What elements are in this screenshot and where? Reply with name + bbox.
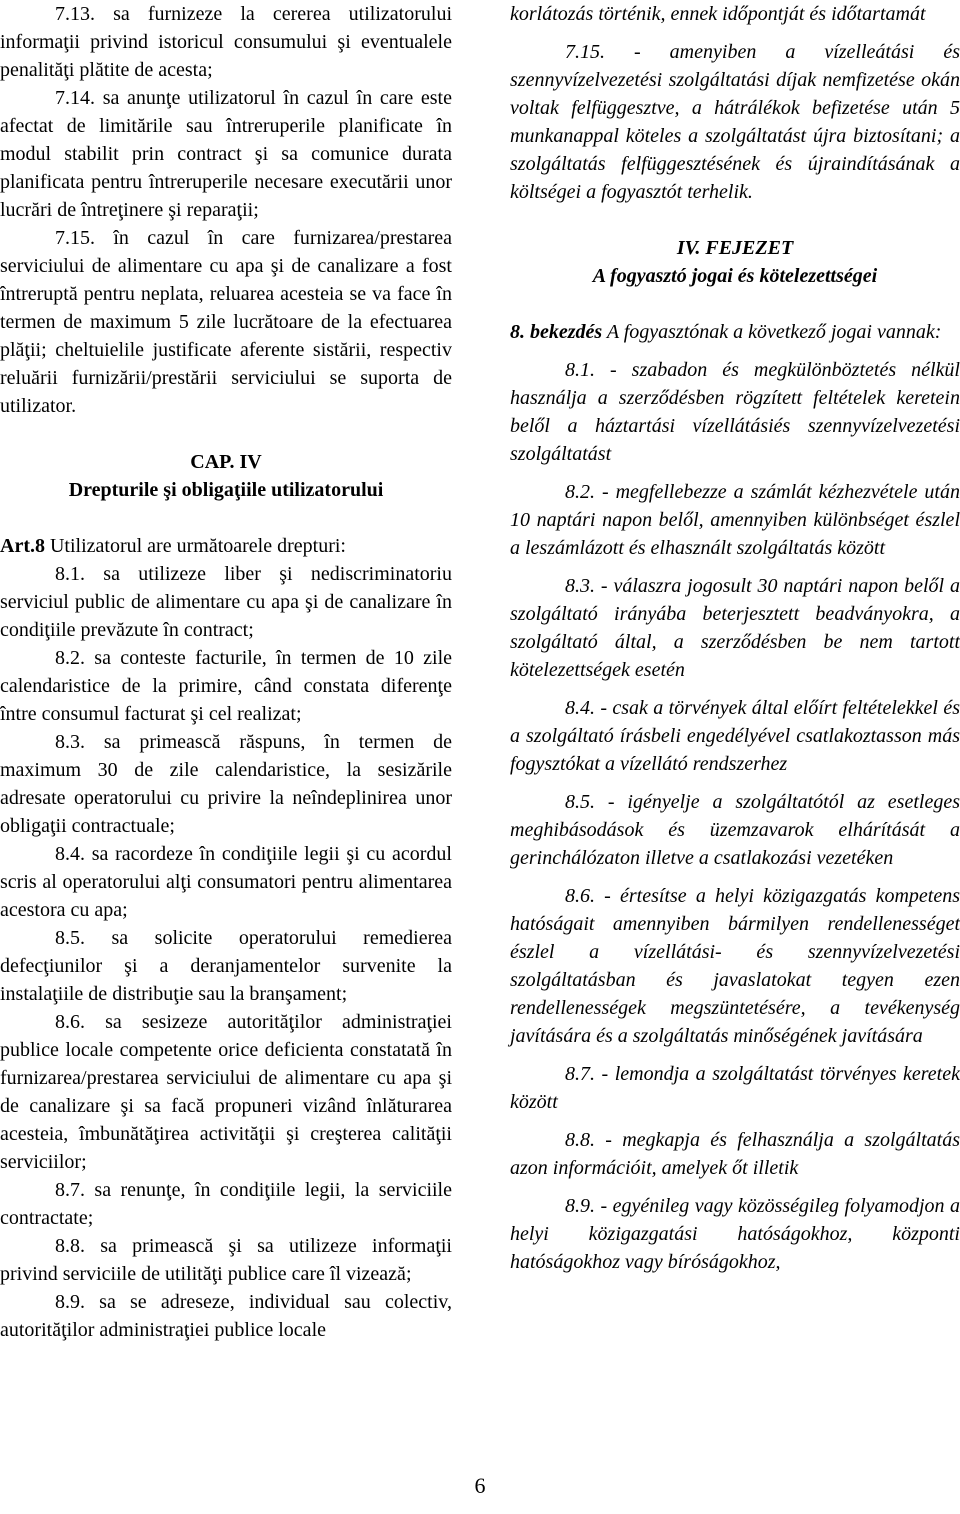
chapter-label: CAP. IV [190, 451, 262, 473]
article-label: Art.8 [0, 535, 45, 557]
paragraph-8-1: 8.1. sa utilizeze liber şi nediscriminatoriu serviciul public de alimentare cu apa şi de canalizare în condiţiile prevăzute în contract; [0, 563, 452, 641]
paragraph-8-8-hu: 8.8. - megkapja és felhasználja a szolgáltatás azon információit, amelyek őt illetik [510, 1129, 960, 1179]
paragraph-8-7-hu: 8.7. - lemondja a szolgáltatást törvényes keretek között [510, 1063, 960, 1113]
paragraph-8-4: 8.4. sa racordeze în condiţiile legii şi cu acordul scris al operatorului alţi consumatori pentru alimentarea acestora cu apa; [0, 843, 452, 921]
hungarian-column [510, 0, 960, 1276]
paragraph-8-2: 8.2. sa conteste facturile, în termen de 10 zile calendaristice de la primire, când constata diferenţe între consumul facturat şi cel realizat; [0, 647, 452, 725]
paragraph-8-2-hu: 8.2. - megfellebezze a számlát kézhezvétele után 10 naptári napon belől, amennyiben különbséget észlel a leszámlázott és elhasznált szolgáltatás között [510, 481, 960, 559]
paragraph-8-5: 8.5. sa solicite operatorului remedierea defecţiunilor şi a deranjamentelor survenite la instalaţiile de distribuţie sau la branşament; [0, 927, 452, 1005]
romanian-column [0, 0, 452, 1344]
article-label-hu: 8. bekezdés [510, 321, 603, 343]
paragraph-8-7: 8.7. sa renunţe, în condiţiile legii, la serviciile contractate; [0, 1179, 452, 1229]
paragraph-8-6: 8.6. sa sesizeze autorităţilor administraţiei publice locale competente orice deficienta constatată în furnizarea/prestarea serviciului de alimentare cu apa şi de canalizare şi sa facă propuneri vizând înlăturarea acesteia, îmbunătăţirea activităţii şi creşterea calităţii serviciilor; [0, 1011, 452, 1173]
article-8-intro [0, 532, 452, 560]
paragraph-8-3-hu: 8.3. - válaszra jogosult 30 naptári napon belől a szolgáltató irányába beterjesztett beadványokra, a szolgáltató által, a szerződésben be nem tartott kötelezettségek esetén [510, 575, 960, 681]
paragraph-8-8: 8.8. sa primească şi sa utilizeze informaţii privind serviciile de utilităţi publice care îl vizează; [0, 1235, 452, 1285]
paragraph-8-6-hu: 8.6. - értesítse a helyi közigazgatás kompetens hatóságait amennyiben bármilyen rendellenességet észlel a vízellátási- és szennyvízelvezetési szolgáltatásban és javaslatokat tegyen ezen rendellenességek megszüntetésére, a tevékenység javítására és a szolgáltatás minőségének javítására [510, 885, 960, 1047]
chapter-label-hu: IV. FEJEZET [676, 237, 794, 259]
article-text: Utilizatorul are următoarele drepturi: [44, 535, 346, 557]
paragraph-continuation: korlátozás történik, ennek időpontját és időtartamát [510, 3, 926, 25]
article-8-intro-hu [510, 318, 960, 346]
paragraph-8-1-hu: 8.1. - szabadon és megkülönböztetés nélkül használja a szerződésben rögzített feltételek keretein belől a háztartási vízellátásiés szennyvízelvezetési szolgáltatást [510, 359, 960, 465]
chapter-title-hu: A fogyasztó jogai és kötelezettségei [592, 265, 878, 287]
paragraph-8-4-hu: 8.4. - csak a törvények által előírt feltételekkel és a szolgáltató írásbeli engedélyével csatlakoztasson más fogysztókat a vízellátó rendszerhez [510, 697, 960, 775]
paragraph-7-15: 7.15. în cazul în care furnizarea/prestarea serviciului de alimentare cu apa şi de canalizare a fost întreruptă pentru neplata, reluarea acesteia se va face în termen de maximum 5 zile lucrătoare de la efectuarea plăţii; cheltuielile justificate aferente sistării, respectiv reluării furnizării/prestării serviciului se suporta de utilizator. [0, 227, 452, 417]
paragraph-7-14: 7.14. sa anunţe utilizatorul în cazul în care este afectat de limitările sau întreruperile planificate în modul stabilit prin contract şi sa comunice durata planificata pentru întreruperile necesare executării unor lucrări de întreţinere şi reparaţii; [0, 87, 452, 221]
paragraph-8-3: 8.3. sa primească răspuns, în termen de maximum 30 de zile calendaristice, la sesizările adresate operatorului cu privire la neîndeplinirea unor obligaţii contractuale; [0, 731, 452, 837]
paragraph-8-9-hu: 8.9. - egyénileg vagy közösségileg folyamodjon a helyi közigazgatási hatóságokhoz, központi hatóságokhoz vagy bíróságokhoz, [510, 1195, 960, 1273]
paragraph-7-15-hu: 7.15. - amenyiben a vízelleátási és szennyvízelvezetési szolgáltatási díjak nemfizetése okán voltak felfüggesztve, a hátrálékok befizetése után 5 munkanappal köteles a szolgáltatást újra biztosítani; a szolgáltatás felfüggesztésének és újraindításának a költségei a fogyasztót terhelik. [510, 41, 960, 203]
chapter-title: Drepturile şi obligaţiile utilizatorului [68, 479, 384, 501]
page-number: 6 [474, 1473, 486, 1498]
paragraph-8-9: 8.9. sa se adreseze, individual sau colectiv, autorităţilor administraţiei publice locale [0, 1291, 452, 1341]
article-text-hu: A fogyasztónak a következő jogai vannak: [602, 321, 942, 343]
paragraph-8-5-hu: 8.5. - igényelje a szolgáltatótól az esetleges meghibásodások és üzemzavarok elhárítását a gerinchálózaton illetve a csatlakozási vezetéken [510, 791, 960, 869]
paragraph-7-13: 7.13. sa furnizeze la cererea utilizatorului informaţii privind istoricul consumului şi eventualele penalităţi plătite de acesta; [0, 3, 452, 81]
